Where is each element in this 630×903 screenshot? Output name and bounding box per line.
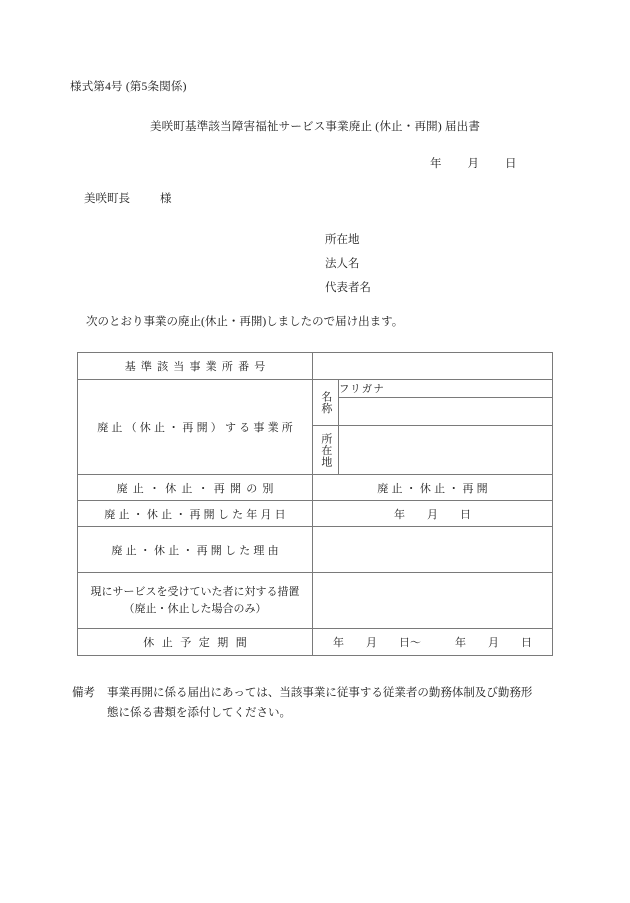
office-name-label-cell bbox=[313, 380, 338, 426]
footnote-line1: 事業再開に係る届出にあっては、当該事業に従事する従業者の勤務体制及び勤務形 bbox=[107, 687, 533, 699]
table-row-reason bbox=[78, 527, 553, 573]
category-label: 廃止・休止・再開の別 bbox=[116, 482, 279, 495]
period-from-month: 月 bbox=[366, 637, 377, 649]
table-row-measures bbox=[78, 573, 553, 629]
applicant-representative-label: 代表者名 bbox=[325, 282, 371, 294]
date-label: 廃止・休止・再開した年月日 bbox=[104, 508, 289, 521]
table-row-suspension-period bbox=[78, 629, 553, 656]
office-name-label: 名称 bbox=[319, 391, 332, 414]
office-number-label: 基準該当事業所番号 bbox=[124, 361, 271, 373]
target-office-label-cell bbox=[78, 380, 313, 475]
table-row-target-office bbox=[78, 380, 553, 475]
date-year-label: 年 bbox=[430, 158, 442, 170]
document-title: 美咲町基準該当障害福祉サービス事業廃止 (休止・再開) 届出書 bbox=[149, 121, 481, 133]
footnote-line2: 態に係る書類を添付してください。 bbox=[107, 707, 291, 719]
office-furigana-cell: フリガナ bbox=[338, 380, 552, 398]
addressee-name: 美咲町長 bbox=[84, 193, 130, 205]
form-code: 様式第4号 (第5条関係) bbox=[70, 81, 187, 93]
reason-value-cell[interactable] bbox=[313, 527, 553, 573]
submission-date-line bbox=[430, 155, 517, 171]
intro-statement: 次のとおり事業の廃止(休止・再開)しましたので届け出ます。 bbox=[86, 316, 404, 328]
target-office-detail-cell bbox=[313, 380, 553, 475]
date-label-cell bbox=[78, 501, 313, 527]
measures-label-line2: （廃止・休止した場合のみ） bbox=[123, 602, 267, 615]
period-to-year: 年 bbox=[455, 637, 466, 649]
notification-table bbox=[77, 352, 553, 656]
applicant-corporation-label: 法人名 bbox=[325, 258, 360, 270]
suspension-period-value-cell[interactable] bbox=[313, 629, 553, 656]
office-number-label-cell bbox=[78, 353, 313, 380]
table-row-date bbox=[78, 501, 553, 527]
date-value-month: 月 bbox=[427, 508, 438, 521]
measures-label-line1: 現にサービスを受けていた者に対する措置 bbox=[90, 585, 300, 598]
addressee bbox=[84, 190, 172, 206]
office-address-label: 所在地 bbox=[319, 432, 332, 468]
office-address-value-cell[interactable] bbox=[338, 426, 552, 475]
category-value-cell[interactable] bbox=[313, 475, 553, 501]
date-value-year: 年 bbox=[394, 508, 405, 521]
reason-label: 廃止・休止・再開した理由 bbox=[111, 544, 282, 557]
measures-label-cell bbox=[78, 573, 313, 629]
category-label-cell bbox=[78, 475, 313, 501]
measures-label bbox=[78, 584, 312, 618]
table-row-category bbox=[78, 475, 553, 501]
office-number-value-cell[interactable] bbox=[313, 353, 553, 380]
office-address-label-cell bbox=[313, 426, 338, 475]
reason-label-cell bbox=[78, 527, 313, 573]
period-to-day: 日 bbox=[521, 637, 532, 649]
category-value: 廃止・休止・再開 bbox=[377, 482, 491, 495]
period-to-month: 月 bbox=[488, 637, 499, 649]
detail-row-address bbox=[313, 426, 552, 475]
detail-row-name bbox=[313, 398, 552, 426]
applicant-address-label: 所在地 bbox=[325, 234, 360, 246]
suspension-period-label: 休止予定期間 bbox=[143, 637, 255, 649]
applicant-block bbox=[325, 228, 371, 300]
target-office-detail-table bbox=[313, 380, 552, 474]
office-name-value-cell[interactable] bbox=[338, 398, 552, 426]
date-day-label: 日 bbox=[505, 158, 517, 170]
footnote bbox=[72, 683, 572, 723]
footnote-tag: 備考 bbox=[72, 687, 95, 699]
date-value-day: 日 bbox=[460, 508, 471, 521]
measures-value-cell[interactable] bbox=[313, 573, 553, 629]
target-office-label: 廃止（休止・再開）する事業所 bbox=[97, 422, 296, 434]
period-from-day: 日〜 bbox=[399, 637, 421, 649]
table-row-office-number bbox=[78, 353, 553, 380]
suspension-period-label-cell bbox=[78, 629, 313, 656]
detail-row-furigana bbox=[313, 380, 552, 398]
addressee-honorific: 様 bbox=[160, 193, 172, 205]
period-from-year: 年 bbox=[333, 637, 344, 649]
date-month-label: 月 bbox=[467, 158, 479, 170]
date-value-cell[interactable] bbox=[313, 501, 553, 527]
